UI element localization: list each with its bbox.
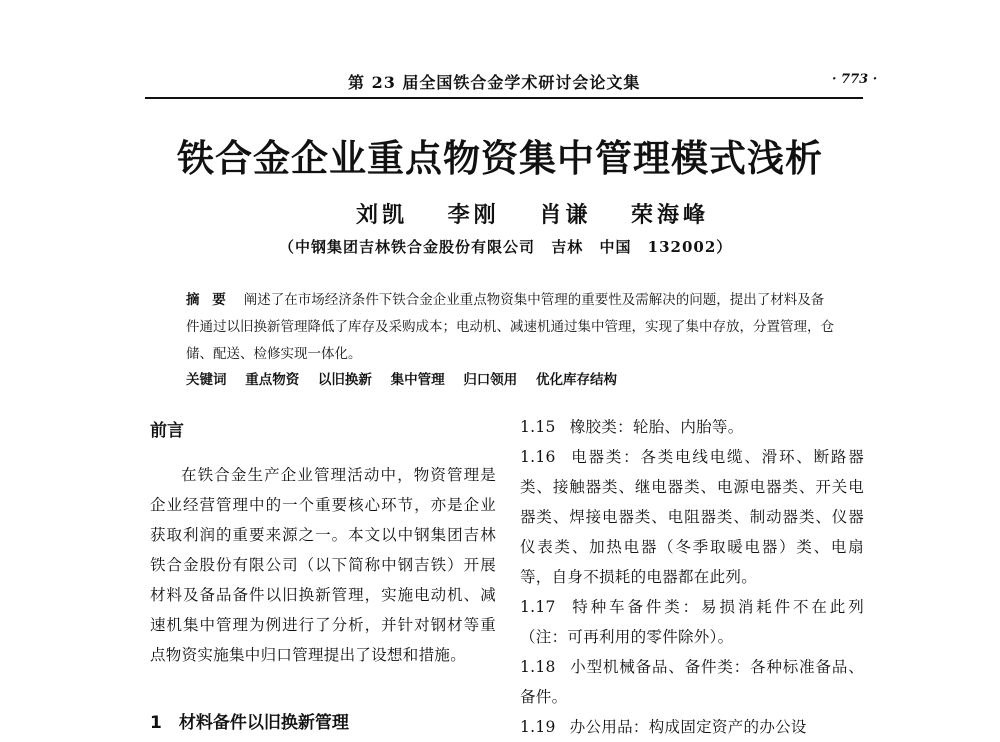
keyword: 优化库存结构 [536,372,618,388]
keyword: 重点物资 [245,372,300,388]
abstract-text: 阐述了在市场经济条件下铁合金企业重点物资集中管理的重要性及需解决的问题，提出了材料及备件通过以旧换新管理降低了库存及采购成本；电动机、减速机通过集中管理，实现了集中存放，分置管理，仓储、配送、检修实现一体化。 [186,292,834,362]
header-rule [145,97,863,99]
abstract [186,287,836,368]
preface-paragraph: 在铁合金生产企业管理活动中，物资管理是企业经营管理中的一个重要核心环节，亦是企业获取利润的重要来源之一。本文以中钢集团吉林铁合金股份有限公司（以下简称中钢吉铁）开展材料及备品备件以旧换新管理，实施电动机、减速机集中管理为例进行了分析，并针对钢材等重点物资实施集中归口管理提出了设想和措施。 [150,466,496,664]
preface-heading: 前言 [150,421,184,441]
right-column [520,412,864,742]
paper-title: 铁合金企业重点物资集中管理模式浅析 [177,137,823,180]
keywords [186,368,631,388]
list-item: 1.17 特种车备件类：易损消耗件不在此列（注：可再利用的零件除外）。 [520,598,864,646]
preface-body [150,460,496,670]
list-item: 1.18 小型机械备品、备件类：各种标准备品、备件。 [520,658,864,706]
abstract-label: 摘 要 [186,292,230,308]
keyword: 归口领用 [463,372,518,388]
keywords-label: 关键词 [186,372,227,388]
running-header-journal: 第 23 届全国铁合金学术研讨会论文集 [348,73,641,92]
keyword: 以旧换新 [317,372,372,388]
list-item: 1.16 电器类：各类电线电缆、滑环、断路器类、接触器类、继电器类、电源电器类、开关电器类、焊接电器类、电阻器类、制动器类、仪器仪表类、加热电器（冬季取暖电器）类、电扇等，自身不损耗的电器都在此列。 [520,448,864,586]
list-item: 1.19 办公用品：构成固定资产的办公设 [520,718,807,736]
section-1-heading: 1 材料备件以旧换新管理 [150,713,349,733]
list-item: 1.15 橡胶类：轮胎、内胎等。 [520,418,744,436]
page-number: · 773 · [832,72,878,87]
keyword: 集中管理 [390,372,445,388]
authors: 刘凯 李刚 肖谦 荣海峰 [356,202,709,228]
affiliation: （中钢集团吉林铁合金股份有限公司 吉林 中国 132002） [279,238,733,256]
